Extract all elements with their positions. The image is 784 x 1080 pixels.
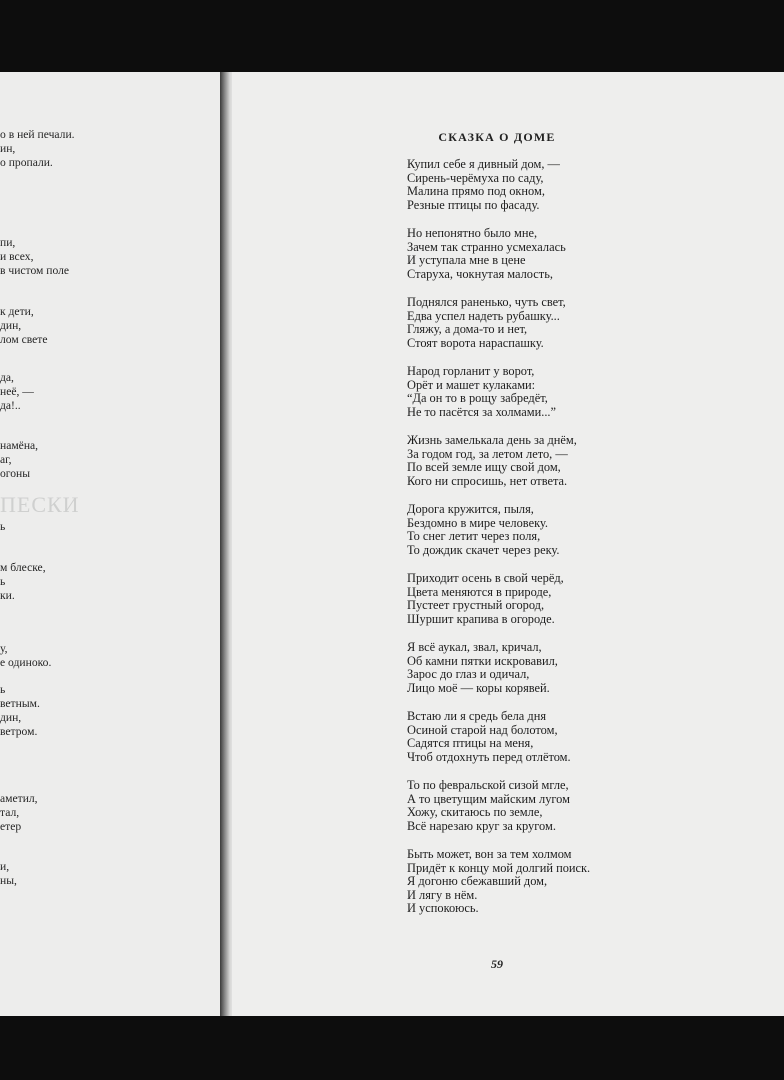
poem-line: Придёт к концу мой долгий поиск.	[407, 860, 591, 875]
left-page-text-fragment: к дети,	[0, 305, 34, 318]
left-page-text-fragment: ин,	[0, 142, 16, 155]
poem-line: Всё нарезаю круг за кругом.	[407, 818, 556, 833]
poem-body	[407, 158, 747, 931]
poem-line: И уступала мне в цене	[407, 253, 526, 267]
stanza	[407, 365, 747, 419]
poem-line: Едва успел надеть рубашку...	[407, 308, 560, 323]
left-page-text-fragment: ь	[0, 575, 6, 588]
bleed-through-heading: ПЕСКИ	[0, 492, 80, 517]
stanza	[407, 434, 747, 488]
left-page-text-fragment: лом свете	[0, 333, 48, 346]
left-page-text-fragment: о в ней печали.	[0, 128, 75, 141]
poem-line: Но непонятно было мне,	[407, 226, 538, 240]
poem-line: Дорога кружится, пыля,	[407, 502, 534, 516]
left-page-text-fragment: м блеске,	[0, 561, 46, 574]
poem-line: Зарос до глаз и одичал,	[407, 667, 530, 681]
poem-line: Зачем так странно усмехалась	[407, 239, 566, 254]
poem-line: Шуршит крапива в огороде.	[407, 611, 555, 626]
left-page-text-fragment: неё, —	[0, 385, 34, 398]
poem-line: Цвета меняются в природе,	[407, 584, 552, 599]
poem-line: И успокоюсь.	[407, 901, 479, 915]
poem-line: За годом год, за летом лето, —	[407, 446, 568, 461]
poem-line: Резные птицы по фасаду.	[407, 197, 540, 212]
poem-line: То снег летит через поля,	[407, 529, 541, 543]
poem-line: Лицо моё — коры корявей.	[407, 680, 550, 695]
stanza	[407, 503, 747, 557]
poem-line: Об камни пятки искровавил,	[407, 653, 558, 668]
poem-line: Приходит осень в свой черёд,	[407, 571, 564, 585]
left-page-text-fragment: дин,	[0, 319, 22, 332]
poem-line: “Да он то в рощу забредёт,	[407, 391, 548, 405]
stanza	[407, 572, 747, 626]
left-page-text-fragment: и всех,	[0, 250, 34, 263]
stanza	[407, 779, 747, 833]
left-page-text-fragment: ь	[0, 683, 6, 696]
poem-line: По всей земле ищу свой дом,	[407, 460, 561, 474]
poem-line: Сирень-черёмуха по саду,	[407, 170, 544, 185]
poem-line: Я догоню сбежавший дом,	[407, 874, 548, 888]
poem-line: Быть может, вон за тем холмом	[407, 847, 572, 861]
poem-line: Хожу, скитаюсь по земле,	[407, 805, 543, 819]
left-page-text-fragment: ь	[0, 520, 6, 533]
poem-line: Гляжу, а дома-то и нет,	[407, 322, 528, 336]
poem-line: Стоят ворота нараспашку.	[407, 335, 544, 350]
left-page-text-fragment: дин,	[0, 711, 22, 724]
stanza	[407, 227, 747, 281]
left-page-text-fragment: аметил,	[0, 792, 38, 805]
poem-line: То дождик скачет через реку.	[407, 542, 560, 557]
poem-line: Не то пасётся за холмами...”	[407, 404, 557, 419]
poem-line: Встаю ли я средь бела дня	[407, 709, 547, 723]
poem-line: Купил себе я дивный дом, —	[407, 157, 560, 171]
left-page-text-fragment: огоны	[0, 467, 31, 480]
left-page-text-fragment: ны,	[0, 874, 17, 887]
poem-line: Бездомно в мире человеку.	[407, 515, 548, 530]
poem-line: То по февральской сизой мгле,	[407, 778, 569, 792]
scan-border-top	[0, 0, 784, 72]
left-page-text-fragment: в чистом поле	[0, 264, 70, 277]
poem-line: Старуха, чокнутая малость,	[407, 266, 553, 281]
poem-line: Малина прямо под окном,	[407, 184, 545, 198]
poem-line: Пустеет грустный огород,	[407, 598, 545, 612]
poem-line: Я всё аукал, звал, кричал,	[407, 640, 542, 654]
left-page-text-fragment: да!..	[0, 399, 21, 412]
stanza	[407, 158, 747, 212]
left-page-text-fragment: ветным.	[0, 697, 40, 710]
left-page-text-fragment: аг,	[0, 453, 12, 466]
left-page-text-fragment: ки.	[0, 589, 15, 602]
stanza	[407, 710, 747, 764]
left-page-text-fragment: ветром.	[0, 725, 38, 738]
poem-line: Осиной старой над болотом,	[407, 722, 558, 737]
poem-line: Поднялся раненько, чуть свет,	[407, 295, 566, 309]
stanza	[407, 296, 747, 350]
scan-border-bottom	[0, 1016, 784, 1080]
poem-line: Жизнь замелькала день за днём,	[407, 433, 577, 447]
left-page-text-fragment: пи,	[0, 236, 16, 249]
left-page-text-fragment: тал,	[0, 806, 20, 819]
page-number: 59	[491, 957, 503, 971]
left-page-text-fragment: и,	[0, 860, 10, 873]
poem-line: Садятся птицы на меня,	[407, 736, 534, 750]
poem-title: СКАЗКА О ДОМЕ	[438, 130, 556, 144]
left-page-text-fragment: о пропали.	[0, 156, 53, 169]
poem-line: Орёт и машет кулаками:	[407, 377, 536, 392]
poem-line: А то цветущим майским лугом	[407, 791, 570, 806]
left-page	[0, 72, 222, 1016]
poem-line: Народ горланит у ворот,	[407, 364, 535, 378]
stanza	[407, 848, 747, 916]
left-page-text-fragment: етер	[0, 820, 22, 833]
left-page-text-fragment: намёна,	[0, 439, 39, 452]
left-page-text-fragment: у,	[0, 642, 8, 655]
stanza	[407, 641, 747, 695]
left-page-fragments	[0, 72, 222, 1016]
poem-line: Чтоб отдохнуть перед отлётом.	[407, 749, 571, 764]
left-page-text-fragment: да,	[0, 371, 14, 384]
right-page	[232, 72, 784, 1016]
left-page-text-fragment: е одиноко.	[0, 656, 52, 669]
poem-line: Кого ни спросишь, нет ответа.	[407, 473, 568, 488]
poem-line: И лягу в нём.	[407, 887, 478, 902]
